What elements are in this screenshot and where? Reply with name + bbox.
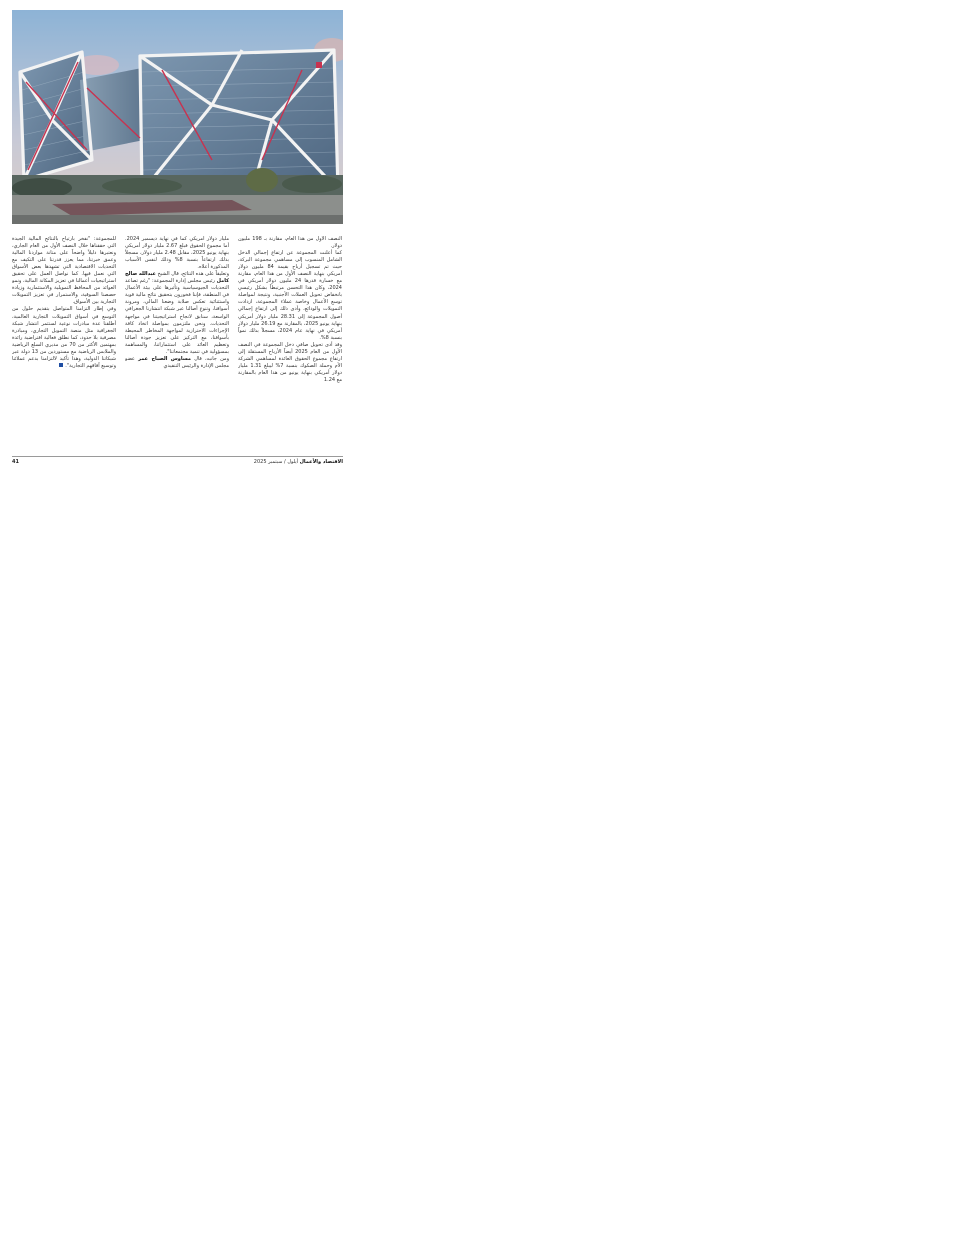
paragraph: كما أعلنت المجموعة عن ارتفاع إجمالي الدخل الشامل المنسوب إلى مساهمي مجموعة البركة، حيث تم تسجيل أرباح بقيمة 84 مليون دولار أمريكي بنهاية النصف الأول من هذا العام، مقارنة مع خسارة قدرها 24 مليون دولار أمريكي في 2024، وكان هذا التحسن مرتبطاً بشكل رئيسي بانخفاض تحويل العملات الأجنبية، ونتيجة لمواصلة توسع الأعمال وخاصة عملاء المجموعة، ازدادت التمويلات والودائع، وأدى ذلك إلى ارتفاع إجمالي أصول المجموعة إلى 28.31 مليار دولار أمريكي بنهاية يونيو 2025، بالمقارنة مع 26.19 مليار دولار أمريكي في نهاية عام 2024، مسجلاً بذلك نمواً بنسبة 8%. — [238, 250, 342, 341]
person-name: عبدالله صالح كامل — [125, 271, 229, 285]
building-illustration — [12, 10, 343, 224]
publication-name: الاقتصاد والأعمال — [299, 459, 343, 465]
issue-date: أيلول / سبتمبر 2025 — [253, 459, 298, 465]
footer-divider — [12, 456, 343, 457]
paragraph — [125, 271, 229, 356]
article-column-middle — [125, 236, 229, 442]
end-of-article-icon — [59, 363, 63, 367]
paragraph: للمجموعة: "نفخر بارتياح بالنتائج المالية الجيدة التي حققناها خلال النصف الأول من العام الجاري، ونعتبرها دليلاً واضحاً على متانة مواردنا المالية وعمق خبرتنا، مما يعزز قدرتنا على التكيف مع التحديات الاقتصادية التي تشهدها بعض الأسواق التي نعمل فيها. كما نواصل العمل على تحقيق استراتيجيات أعمالنا في تعزيز المكانة المالية، ونمو العوائد من المحافظ التمويلية والاستثمارية وزيادة حصصنا السوقية، والاستمرار في تعزيز التمويلات التجارية بين الأسواق. — [12, 236, 116, 306]
publication-footer — [253, 459, 343, 465]
text-run: ومن جانبه، قال — [190, 355, 229, 362]
paragraph — [125, 356, 229, 370]
text-run: وتعليقاً على هذه النتائج، قال الشيخ — [155, 271, 229, 278]
article-column-right — [238, 236, 342, 442]
paragraph: مليار دولار أمريكي كما في نهاية ديسمبر 2024. أما مجموع الحقوق فبلغ 2.67 مليار دولار أمريكي بنهاية يونيو 2025، مقابل 2.48 مليار دولار، مسجلاً بذلك ارتفاعاً بنسبة 8% وذلك لنفس الأسباب المذكورة أعلاه. — [125, 236, 229, 271]
paragraph: النصف الأول من هذا العام، مقارنة بـ 198 مليون دولار. — [238, 236, 342, 250]
paragraph: وقد أدى تحويل صافي دخل المجموعة في النصف الأول من العام 2025 أيضاً الأرباح المستقلة إلى ارتفاع مجموع الحقوق العائدة لمساهمي الشركة الأم وحملة الصكوك بنسبة 7% ليبلغ 1.31 مليار دولار أمريكي بنهاية يونيو من هذا العام بالمقارنة مع 1.24 — [238, 341, 342, 383]
building-photo — [12, 10, 343, 224]
paragraph — [12, 306, 116, 369]
person-name: مساوس الصباح عمر — [138, 355, 191, 362]
article-column-left — [12, 236, 116, 442]
text-run: عضو مجلس الإدارة والرئيس التنفيذي — [125, 355, 229, 369]
page-number: 41 — [12, 459, 19, 465]
text-run: رئيس مجلس إدارة المجموعة: "رغم تصاعد التحديات الجيوسياسية وتأثيرها على بيئة الأعمال في المنطقة، فإننا فخورون بتحقيق نتائج مالية قوية واستثنائية تعكس صلابة وضعنا المالي، ومرونة أسواقنا، وتنوع أصالنا عبر شبكة انتشارنا الجغرافي الواسعة، سنابق لانجاح استراتيجيتنا في مواجهة التحديات. ونحن ملتزمون بمواصلة اتخاذ كافة الإجراءات الاحترازية لمواجهة المخاطر المحيطة بأسواقنا، مع التركيز على تعزيز جودة أصالنا وتعظيم العائد على استثماراتنا، والمساهمة بمسؤولية في تنمية مجتمعاتنا". — [125, 278, 229, 355]
text-run: وفي إطار التزامنا المتواصل بتقديم حلول من التوسع في أسواق التمويلات التجارية العالمية، أطلقنا عدة مبادرات نوعية لستثمر انتشار شبكة الجغرافية مثل منصة التمويل التجاري، ومبادرة مصرفية بلا حدود، كما نطلق فعالية افتراضية رائدة بمهتمين الأكثر من 70 من مديري السلع الرياضية والملابس الرياضية مع مستوردين من 13 دولة عبر شبكاتنا الدولية، وهذا تأكيد لالتزامنا بدعم عملائنا وتوسيع آفاقهم التجارية". — [12, 306, 116, 369]
